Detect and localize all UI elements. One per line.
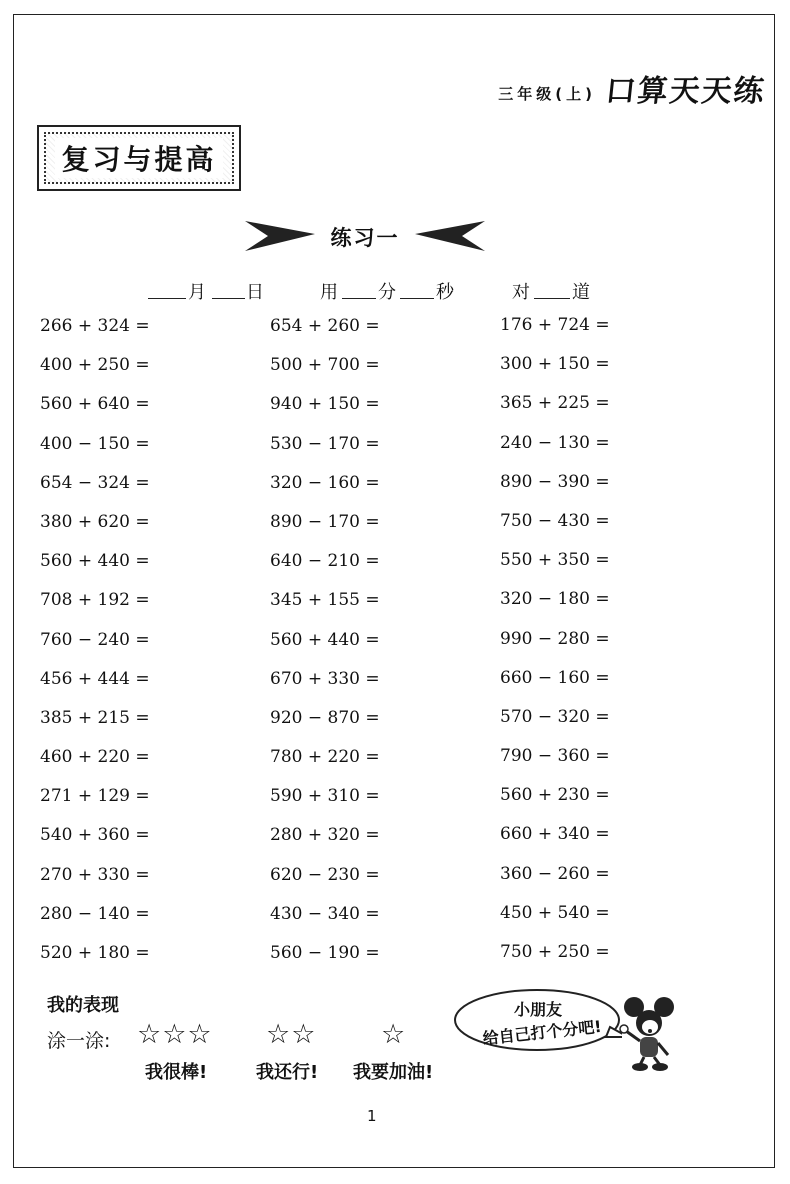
arithmetic-problem: 430 − 340 = (270, 903, 380, 924)
arithmetic-problem: 560 + 230 = (500, 785, 610, 806)
arithmetic-problem: 550 + 350 = (500, 550, 610, 571)
arithmetic-problem: 280 − 140 = (40, 903, 150, 924)
bubble-text-1: 小朋友 (513, 1000, 562, 1019)
arithmetic-problem: 380 + 620 = (40, 511, 150, 532)
exercise-title: 练习一 (330, 226, 400, 250)
arithmetic-problem: 270 + 330 = (40, 864, 150, 885)
page-header (498, 70, 766, 110)
arithmetic-problem: 620 − 230 = (270, 864, 380, 885)
arithmetic-problem: 920 − 870 = (270, 707, 380, 728)
cartoon-mouse-icon (612, 995, 682, 1075)
used-label: 用 (320, 282, 338, 303)
correct-label: 对 (512, 282, 530, 303)
bubble-text-2: 给自己打个分吧! (481, 1016, 603, 1049)
arithmetic-problem: 456 + 444 = (40, 668, 150, 689)
arithmetic-problem: 750 + 250 = (500, 942, 610, 962)
problem-column-1 (40, 312, 150, 978)
exercise-heading (240, 218, 490, 254)
rating-great-label: 我很棒! (145, 1062, 208, 1083)
arithmetic-problem: 400 + 250 = (40, 355, 150, 376)
one-star-rating[interactable]: ☆ (381, 1019, 407, 1050)
rating-ok-label: 我还行! (256, 1062, 319, 1083)
arithmetic-problem: 365 + 225 = (500, 393, 610, 414)
arithmetic-problem: 540 + 360 = (40, 825, 150, 846)
arithmetic-problem: 385 + 215 = (40, 707, 150, 728)
minutes-field[interactable] (342, 278, 376, 299)
arithmetic-problem: 560 + 440 = (40, 551, 150, 572)
grade-label: 三年级(上) (498, 85, 596, 103)
arithmetic-problem: 530 − 170 = (270, 433, 380, 454)
arithmetic-problem: 266 + 324 = (40, 316, 150, 336)
two-star-rating[interactable]: ☆☆ (266, 1019, 317, 1050)
arithmetic-problem: 320 − 160 = (270, 472, 380, 493)
record-row (0, 278, 790, 304)
arithmetic-problem: 300 + 150 = (500, 354, 610, 375)
arithmetic-problem: 670 + 330 = (270, 668, 380, 689)
arithmetic-problem: 345 + 155 = (270, 590, 380, 611)
month-field[interactable] (148, 278, 186, 299)
three-star-rating[interactable]: ☆☆☆ (137, 1019, 213, 1050)
arithmetic-problem: 500 + 700 = (270, 355, 380, 376)
arithmetic-problem: 520 + 180 = (40, 943, 150, 963)
arithmetic-problem: 560 + 440 = (270, 629, 380, 650)
section-title: 复习与提高 (55, 138, 222, 178)
arithmetic-problem: 560 + 640 = (40, 394, 150, 415)
section-title-box (37, 125, 241, 191)
arithmetic-problem: 240 − 130 = (500, 432, 610, 453)
color-in-label: 涂一涂: (47, 1030, 111, 1052)
arithmetic-problem: 590 + 310 = (270, 786, 380, 807)
arithmetic-problem: 560 − 190 = (270, 943, 380, 963)
arithmetic-problem: 280 + 320 = (270, 825, 380, 846)
arithmetic-problem: 654 − 324 = (40, 472, 150, 493)
seconds-field[interactable] (400, 278, 434, 299)
rating-try-label: 我要加油! (353, 1062, 434, 1083)
minutes-label: 分 (378, 282, 396, 303)
performance-title: 我的表现 (47, 995, 119, 1016)
arithmetic-problem: 640 − 210 = (270, 551, 380, 572)
arithmetic-problem: 990 − 280 = (500, 628, 610, 649)
arithmetic-problem: 176 + 724 = (500, 315, 610, 335)
arithmetic-problem: 460 + 220 = (40, 747, 150, 768)
arithmetic-problem: 400 − 150 = (40, 433, 150, 454)
book-brand: 口算天天练 (603, 74, 768, 109)
seconds-label: 秒 (436, 282, 454, 303)
arithmetic-problem: 660 + 340 = (500, 824, 610, 845)
arithmetic-problem: 708 + 192 = (40, 590, 150, 611)
day-field[interactable] (212, 278, 245, 299)
arithmetic-problem: 271 + 129 = (40, 786, 150, 807)
arithmetic-problem: 780 + 220 = (270, 747, 380, 768)
arithmetic-problem: 654 + 260 = (270, 316, 380, 336)
arithmetic-problem: 660 − 160 = (500, 667, 610, 688)
section-title-frame (44, 132, 234, 184)
page-number: 1 (367, 1107, 377, 1125)
arithmetic-problem: 450 + 540 = (500, 902, 610, 923)
day-label: 日 (246, 282, 264, 303)
arithmetic-problem: 320 − 180 = (500, 589, 610, 610)
arithmetic-problem: 360 − 260 = (500, 863, 610, 884)
problem-column-3 (500, 311, 610, 977)
arithmetic-problem: 750 − 430 = (500, 510, 610, 531)
arithmetic-problem: 760 − 240 = (40, 629, 150, 650)
arithmetic-problem: 890 − 390 = (500, 471, 610, 492)
arithmetic-problem: 890 − 170 = (270, 511, 380, 532)
month-label: 月 (188, 282, 206, 303)
arithmetic-problem: 570 − 320 = (500, 706, 610, 727)
arithmetic-problem: 790 − 360 = (500, 746, 610, 767)
questions-label: 道 (572, 282, 590, 303)
problem-column-2 (270, 312, 380, 978)
correct-field[interactable] (534, 278, 570, 299)
arithmetic-problem: 940 + 150 = (270, 394, 380, 415)
